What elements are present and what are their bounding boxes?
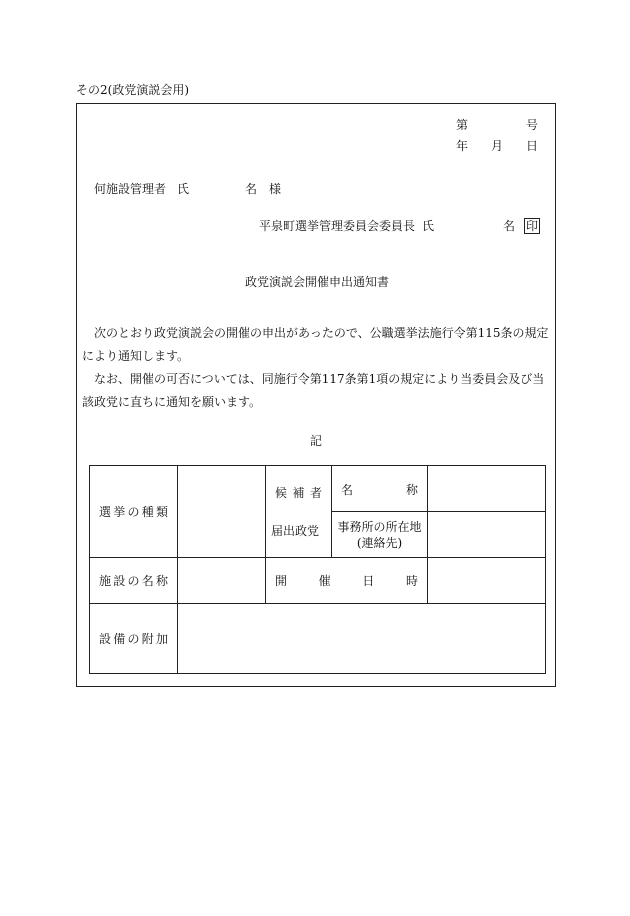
seal-mark xyxy=(524,218,540,234)
addressee-sama: 様 xyxy=(269,182,282,196)
datetime-label: 開 催 日 時 xyxy=(275,573,418,588)
office-value xyxy=(428,512,546,558)
cell-office-label xyxy=(332,512,428,558)
date-line xyxy=(456,140,538,152)
cell-facility-name xyxy=(90,558,178,604)
office-label: 事務所の所在地 xyxy=(337,519,422,534)
paragraph-1: 次のとおり政党演説会の開催の申出があったので、公職選挙法施行令第115条の規定により通知します。 xyxy=(82,326,549,363)
sender-shi: 氏 xyxy=(422,219,435,233)
number-dai: 第 xyxy=(456,118,469,132)
ki-label: 記 xyxy=(310,434,323,448)
facility-name-value xyxy=(178,558,266,604)
cell-election-type xyxy=(90,466,178,558)
cell-name-label xyxy=(332,466,428,512)
date-day: 日 xyxy=(525,139,538,153)
cell-candidate-party xyxy=(266,466,332,558)
cell-equipment xyxy=(90,604,178,674)
election-type-label: 選 挙 の 種 類 xyxy=(99,504,168,519)
date-month: 月 xyxy=(490,139,503,153)
addressee-mei: 名 xyxy=(245,182,258,196)
sender-title: 平泉町選挙管理委員会委員長 xyxy=(259,219,416,233)
number-go: 号 xyxy=(525,118,538,132)
cell-datetime-label xyxy=(266,558,428,604)
addressee-title: 何施設管理者 xyxy=(94,182,167,196)
paragraph-2: なお、開催の可否については、同施行令第117条第1項の規定により当委員会及び当該政党に直ちに通知を願います。 xyxy=(82,372,545,409)
facility-name-label: 施 設 の 名 称 xyxy=(99,573,168,588)
addressee-shi: 氏 xyxy=(177,182,190,196)
name-value xyxy=(428,466,546,512)
contact-label: (連絡先) xyxy=(356,535,403,550)
details-table xyxy=(89,465,546,674)
document-heading: 政党演説会開催申出通知書 xyxy=(245,275,390,289)
sender-mei: 名 xyxy=(503,219,516,233)
seal-box: 印 xyxy=(526,219,539,233)
equipment-label: 設 備 の 附 加 xyxy=(99,631,168,646)
name-label: 名 称 xyxy=(341,483,418,497)
equipment-value xyxy=(178,604,546,674)
candidate-label: 候 補 者 xyxy=(275,485,322,500)
number-line xyxy=(456,119,538,131)
date-year: 年 xyxy=(456,139,469,153)
form-label: その2(政党演説会用) xyxy=(76,83,189,97)
datetime-value xyxy=(428,558,546,604)
party-label: 届出政党 xyxy=(271,523,320,538)
election-type-value xyxy=(178,466,266,558)
